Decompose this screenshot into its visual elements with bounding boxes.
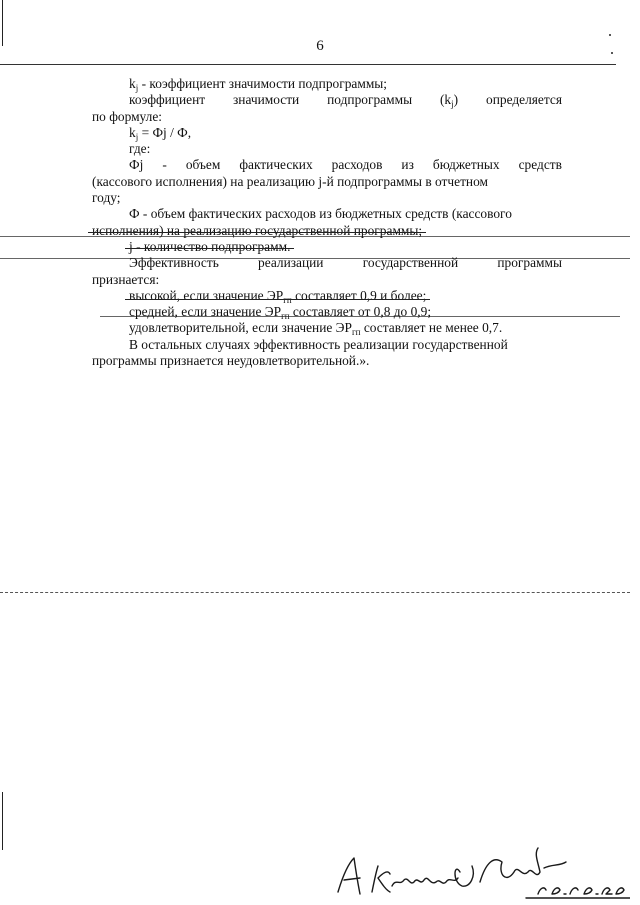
scan-edge-mark-bottom bbox=[2, 792, 3, 850]
document-body bbox=[92, 76, 562, 369]
scan-rule bbox=[0, 592, 630, 593]
phi-j-definition-line3: году; bbox=[92, 190, 121, 206]
k-definition: $k_j$ - коэффициент значимости подпрограммы; bbox=[129, 76, 388, 93]
struck-text: j - количество подпрограмм. bbox=[129, 238, 291, 254]
phi-definition: Ф - объем фактических расходов из бюджетных средств (кассового bbox=[129, 206, 512, 222]
header-rule bbox=[0, 64, 616, 65]
weight-paragraph: коэффициент значимости подпрограммы $(k_j)$ определяется bbox=[129, 92, 562, 110]
formula: $k_j$ = Фj / Ф, bbox=[129, 124, 192, 142]
efficiency-intro-end: признается: bbox=[92, 271, 160, 287]
where-label: где: bbox=[129, 141, 151, 157]
efficiency-medium: средней, если значение $ЭР_{гп}$ составляет от 0,8 до 0,9; bbox=[129, 304, 432, 322]
scan-dot bbox=[609, 34, 611, 36]
j-definition bbox=[92, 239, 562, 255]
page-number: 6 bbox=[316, 38, 324, 54]
efficiency-intro: Эффективность реализации государственной программы bbox=[129, 255, 562, 271]
handwritten-signature bbox=[330, 842, 630, 902]
struck-text: исполнения) на реализацию государственной программы; bbox=[92, 222, 423, 238]
phi-definition-line2 bbox=[92, 223, 562, 239]
struck-text: высокой, если значение $ЭР_{гп}$ составляет 0,9 и более; bbox=[129, 288, 426, 308]
efficiency-other: В остальных случаях эффективность реализации государственной bbox=[129, 336, 508, 352]
phi-j-definition-line2: (кассового исполнения) на реализацию j-й подпрограммы в отчетном bbox=[92, 173, 488, 189]
efficiency-satisfactory: удовлетворительной, если значение $ЭР_{гп}$ составляет не менее 0,7. bbox=[129, 320, 503, 338]
weight-paragraph-end: по формуле: bbox=[92, 108, 162, 124]
phi-j-definition: Фj - объем фактических расходов из бюджетных средств bbox=[129, 157, 562, 173]
efficiency-high bbox=[92, 288, 562, 304]
efficiency-other-line2: программы признается неудовлетворительной.». bbox=[92, 353, 370, 369]
